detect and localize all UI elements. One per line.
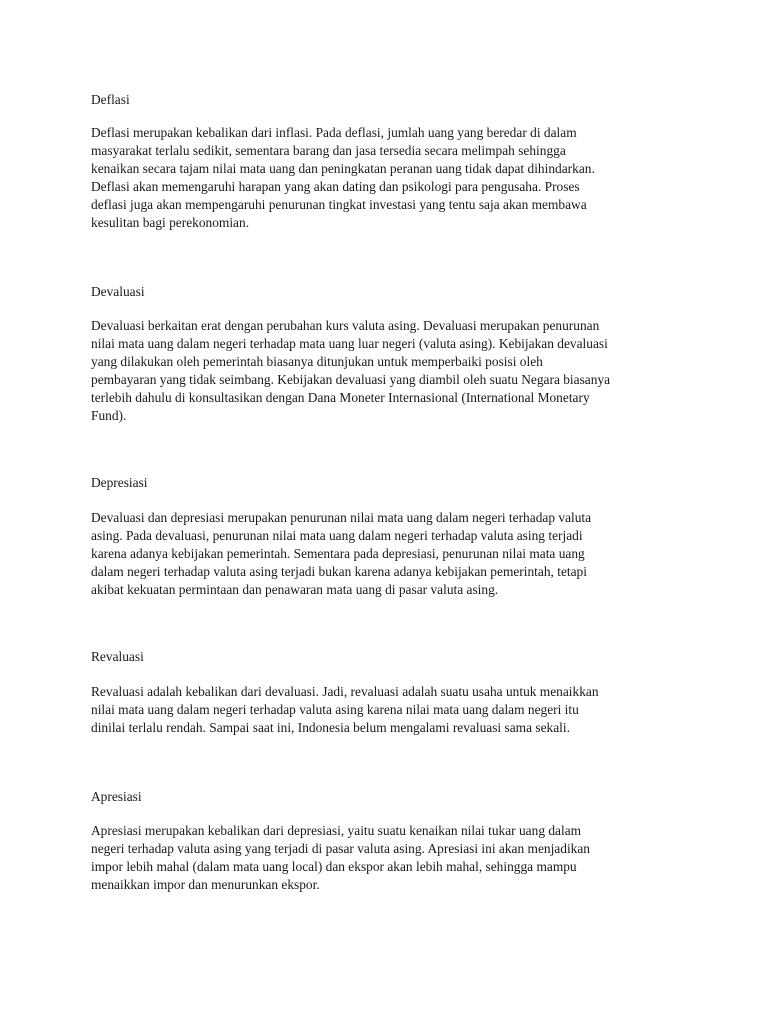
paragraph-line: masyarakat terlalu sedikit, sementara barang dan jasa tersedia secara melimpah sehingga — [91, 143, 566, 159]
paragraph-line: nilai mata uang dalam negeri terhadap valuta asing karena nilai mata uang dalam negeri itu — [91, 702, 579, 718]
paragraph-line: yang dilakukan oleh pemerintah biasanya ditunjukan untuk memperbaiki posisi oleh — [91, 354, 543, 370]
paragraph-line: deflasi juga akan mempengaruhi penurunan tingkat investasi yang tentu saja akan membawa — [91, 197, 587, 213]
paragraph-line: Fund). — [91, 408, 127, 424]
paragraph-line: pembayaran yang tidak seimbang. Kebijakan devaluasi yang diambil oleh suatu Negara biasanya — [91, 372, 611, 388]
section-heading-depresiasi: Depresiasi — [91, 475, 148, 490]
paragraph-line: nilai mata uang dalam negeri terhadap mata uang luar negeri (valuta asing). Kebijakan devaluasi — [91, 336, 608, 352]
paragraph-line: Devaluasi berkaitan erat dengan perubahan kurs valuta asing. Devaluasi merupakan penurunan — [91, 318, 600, 333]
paragraph-line: dalam negeri terhadap valuta asing terjadi bukan karena adanya kebijakan pemerintah, tetapi — [91, 564, 587, 580]
paragraph-line: Apresiasi merupakan kebalikan dari depresiasi, yaitu suatu kenaikan nilai tukar uang dalam — [91, 823, 582, 838]
paragraph-line: negeri terhadap valuta asing yang terjadi di pasar valuta asing. Apresiasi ini akan menjadikan — [91, 841, 591, 857]
section-body-deflasi — [91, 124, 595, 233]
paragraph-line: Devaluasi dan depresiasi merupakan penurunan nilai mata uang dalam negeri terhadap valuta — [91, 510, 592, 525]
section-body-devaluasi — [91, 317, 610, 426]
paragraph-line: menaikkan impor dan menurunkan ekspor. — [91, 877, 320, 893]
paragraph-line: asing. Pada devaluasi, penurunan nilai mata uang dalam negeri terhadap valuta asing terjadi — [91, 528, 583, 544]
paragraph-line: akibat kekuatan permintaan dan penawaran mata uang di pasar valuta asing. — [91, 582, 499, 598]
section-heading-devaluasi: Devaluasi — [91, 284, 145, 299]
paragraph-line: impor lebih mahal (dalam mata uang local) dan ekspor akan lebih mahal, sehingga mampu — [91, 859, 577, 875]
paragraph-line: Deflasi merupakan kebalikan dari inflasi. Pada deflasi, jumlah uang yang beredar di dalam — [91, 125, 577, 140]
paragraph-line: kenaikan secara tajam nilai mata uang dan peningkatan peranan uang tidak dapat dihindarkan. — [91, 161, 595, 177]
section-heading-apresiasi: Apresiasi — [91, 789, 142, 804]
section-body-apresiasi — [91, 822, 590, 894]
paragraph-line: dinilai terlalu rendah. Sampai saat ini, Indonesia belum mengalami revaluasi sama sekali. — [91, 720, 570, 736]
section-body-depresiasi — [91, 509, 591, 599]
paragraph-line: karena adanya kebijakan pemerintah. Sementara pada depresiasi, penurunan nilai mata uang — [91, 546, 585, 562]
section-heading-deflasi: Deflasi — [91, 92, 130, 107]
paragraph-line: terlebih dahulu di konsultasikan dengan Dana Moneter Internasional (International Monetary — [91, 390, 590, 406]
section-heading-revaluasi: Revaluasi — [91, 649, 144, 664]
paragraph-line: Revaluasi adalah kebalikan dari devaluasi. Jadi, revaluasi adalah suatu usaha untuk menaikkan — [91, 684, 599, 699]
paragraph-line: kesulitan bagi perekonomian. — [91, 215, 250, 231]
paragraph-line: Deflasi akan memengaruhi harapan yang akan dating dan psikologi para pengusaha. Proses — [91, 179, 580, 195]
section-body-revaluasi — [91, 683, 599, 737]
